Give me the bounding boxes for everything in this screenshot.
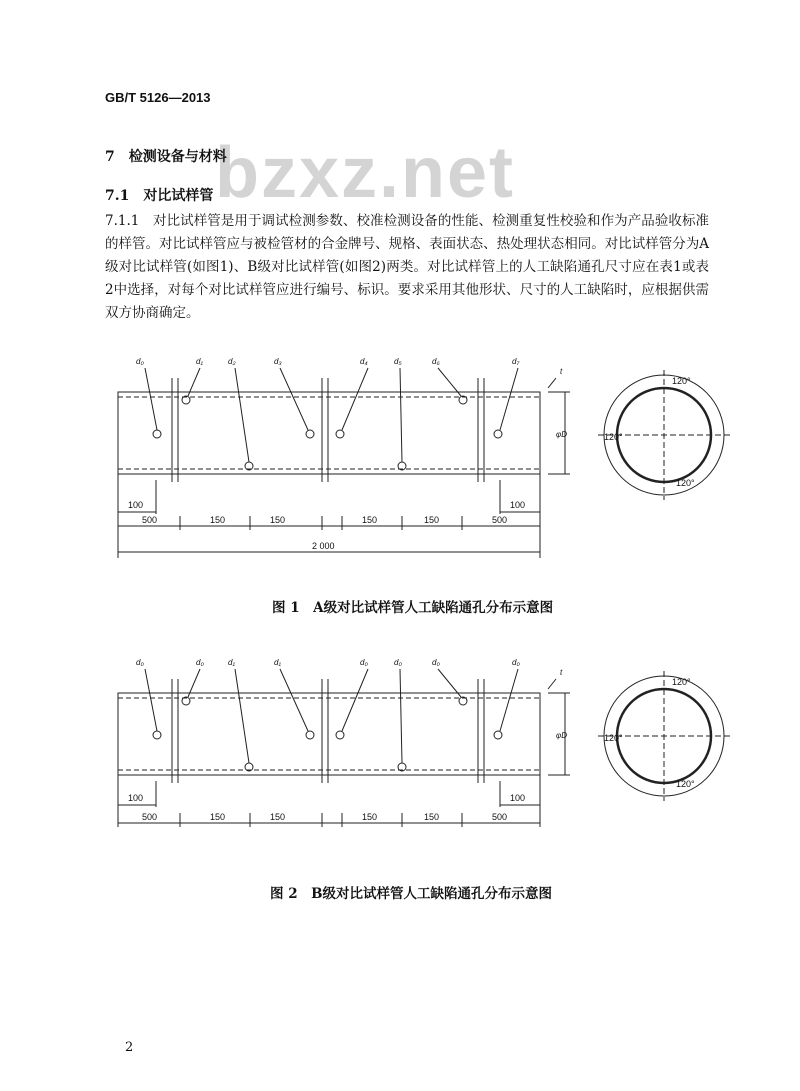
subsection-heading [105, 185, 213, 205]
clause-number: 7.1.1 [105, 213, 140, 229]
hole-label: d₁ [274, 658, 281, 667]
defect-hole [336, 430, 344, 438]
figure-2-diagram [0, 643, 800, 833]
section-number: 7 [105, 149, 115, 165]
dim-text: 500 [492, 812, 508, 822]
angle-label: 120° [676, 478, 695, 488]
hole-label: d₀ [196, 658, 204, 667]
diameter-label: φD [556, 731, 567, 740]
standard-code: GB/T 5126—2013 [105, 90, 211, 105]
dim-text: 150 [362, 812, 378, 822]
hole-label: d₄ [360, 357, 368, 366]
dim-text: 100 [510, 500, 526, 510]
hole-label: d₅ [394, 357, 402, 366]
hole-label: d₂ [228, 357, 236, 366]
angle-label: 120° [672, 376, 691, 386]
dim-text: 2 000 [312, 541, 335, 551]
angle-label: 120° [604, 432, 623, 442]
hole-label: d₀ [394, 658, 402, 667]
angle-label: 120° [604, 733, 623, 743]
defect-hole [336, 731, 344, 739]
hole-label: d₇ [512, 357, 520, 366]
clause-paragraph [105, 210, 709, 325]
figure-2-caption: 图 2 B级对比试样管人工缺陷通孔分布示意图 [270, 886, 553, 902]
dim-text: 150 [362, 515, 378, 525]
dim-text: 500 [142, 812, 158, 822]
defect-labels [136, 658, 567, 740]
angle-label: 120° [676, 779, 695, 789]
hole-label: d₀ [360, 658, 368, 667]
hole-label: d₀ [512, 658, 520, 667]
dim-text: 150 [270, 812, 286, 822]
subsection-title: 对比试样管 [143, 188, 214, 204]
dim-text: 150 [270, 515, 286, 525]
tube-outline [118, 392, 540, 474]
dim-text: 150 [424, 812, 440, 822]
defect-hole [494, 430, 502, 438]
dim-text: 500 [492, 515, 508, 525]
hole-label: d₀ [136, 658, 144, 667]
figure-1-diagram [0, 340, 800, 570]
diameter-label: φD [556, 430, 567, 439]
tube-outline [118, 693, 540, 775]
subsection-number: 7.1 [105, 188, 130, 204]
hole-label: d₃ [274, 357, 282, 366]
figure-1-caption: 图 1 A级对比试样管人工缺陷通孔分布示意图 [272, 600, 554, 616]
page-number: 2 [125, 1040, 134, 1055]
dim-text: 150 [210, 515, 226, 525]
dim-text: 150 [210, 812, 226, 822]
defect-labels [136, 357, 567, 439]
hole-label: d₆ [432, 357, 440, 366]
clause-text: 对比试样管是用于调试检测参数、校准检测设备的性能、检测重复性校验和作为产品验收标准的样管。对比试样管应与被检管材的合金牌号、规格、表面状态、热处理状态相同。对比试样管分为A级对比试样管(如图1)、B级对比试样管(如图2)两类。对比试样管上的人工缺陷通孔尺寸应在表1或表2中选择，对每个对比试样管应进行编号、标识。要求采用其他形状、尺寸的人工缺陷时，应根据供需双方协商确定。 [105, 213, 710, 321]
wall-thickness-label: t [560, 367, 563, 376]
hole-label: d₀ [136, 357, 144, 366]
watermark-text: bzxz.net [215, 133, 516, 213]
defect-hole [494, 731, 502, 739]
dimension-labels [128, 376, 695, 551]
dimension-labels [128, 677, 695, 822]
defect-hole [306, 731, 314, 739]
hole-label: d₀ [432, 658, 440, 667]
dim-text: 100 [510, 793, 526, 803]
defect-hole [153, 731, 161, 739]
dim-text: 100 [128, 793, 144, 803]
wall-thickness-label: t [560, 668, 563, 677]
section-heading [105, 146, 227, 166]
section-title: 检测设备与材料 [128, 149, 227, 165]
hole-label: d₁ [196, 357, 203, 366]
defect-hole [306, 430, 314, 438]
dim-text: 100 [128, 500, 144, 510]
hole-label: d₁ [228, 658, 235, 667]
angle-label: 120° [672, 677, 691, 687]
dim-text: 150 [424, 515, 440, 525]
defect-hole [153, 430, 161, 438]
dim-text: 500 [142, 515, 158, 525]
